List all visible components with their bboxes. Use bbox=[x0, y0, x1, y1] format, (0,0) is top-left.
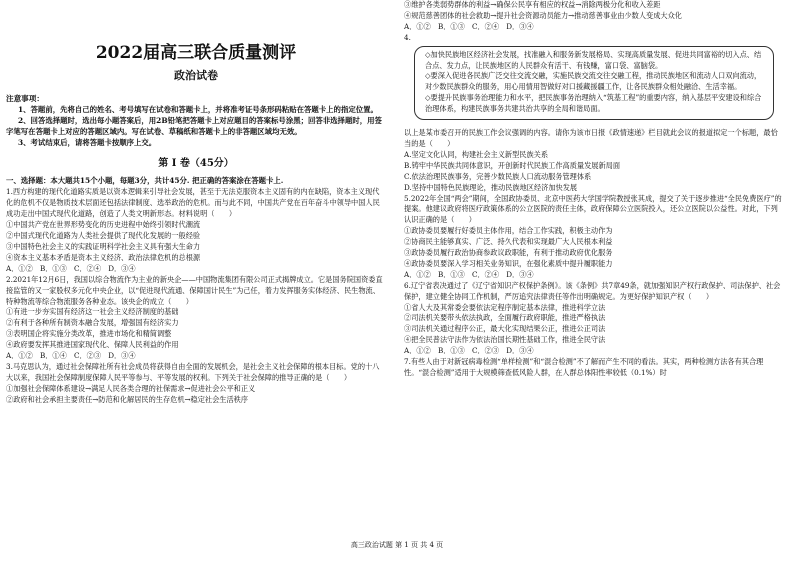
answer-options: A．①② B．①③ C．②④ D．③④ bbox=[404, 21, 534, 31]
section-title: 第 Ⅰ 卷（45分） bbox=[158, 157, 234, 169]
statement-item: ③政协委员履行政治协商参政议政职能，有利于推动政府优化服务 bbox=[404, 248, 613, 258]
statement-item: ④把全民普法守法作为依法治国长期性基础工作，推进全民守法 bbox=[404, 335, 606, 345]
note-item: 2、回答选择题时，选出每小题答案后，用2B铅笔把答题卡上对应题目的答案标号涂黑；回答非选择题时，用签字笔写在答题卡上对应的答题区域内。写在试卷、草稿纸和答题卡上的非答题区域均无效。 bbox=[6, 115, 382, 136]
statement-item: ①有进一步夯实国有经济这一社会主义经济制度的基础 bbox=[6, 307, 179, 317]
answer-options: A．①② B．①③ C．②③ D．③④ bbox=[404, 346, 534, 356]
question-1 bbox=[6, 187, 386, 274]
statement-item: ②协商民主能够真实、广泛、持久代表和实现最广大人民根本利益 bbox=[404, 237, 613, 247]
statement-item: ④资本主义基本矛盾是资本主义经济、政治法律危机的总根源 bbox=[6, 252, 201, 262]
question-text: 5.2022年全国“两会”期间，全国政协委员、北京中医药大学国学院教授张其成，提交了关于逐步推进“全民免费医疗”的提案。他建议政府将医疗政策体系的公立医院的责任主体，政府保障公立医院投入，还公立医院以公益性。对此，下列认识正确的是（ ） bbox=[404, 193, 782, 225]
statement-item: ①省人大及其常委会要依法定程序制定基本法律，推进科学立法 bbox=[404, 302, 606, 312]
question-text: 6.辽宁省表决通过了《辽宁省知识产权保护条例》。该《条例》共7章49条，就加强知识产权行政保护、司法保护、社会保护，建立健全协同工作机制，严厉追究法律责任等作出明确规定。为更好保护知识产权（ ） bbox=[404, 280, 781, 301]
question-2 bbox=[6, 275, 386, 362]
statement-item: ①加强社会保障体系建设→满足人民各类合理的社保需求→促进社会公平和正义 bbox=[6, 383, 256, 393]
notes-heading: 注意事项： bbox=[6, 94, 44, 103]
statement-item: ①中国共产党在世界形势变化的历史进程中始终引领时代潮流 bbox=[6, 220, 201, 230]
page-title: 2022届高三联合质量测评 bbox=[95, 43, 297, 63]
answer-option: A.坚定文化认同，构建社会主义新型民族关系 bbox=[404, 149, 549, 159]
page-footer: 高三政治试题 第 1 页 共 4 页 bbox=[350, 541, 444, 549]
material-box bbox=[414, 46, 774, 120]
statement-item: ③维护各类弱势群体的利益→确保公民享有相应的权益→消除两极分化和收入差距 bbox=[404, 0, 661, 9]
answer-options: A．①② B．①③ C．②④ D．③④ bbox=[6, 263, 136, 273]
question-number: 4. bbox=[404, 32, 411, 42]
question-7 bbox=[404, 357, 784, 379]
statement-item: ②司法机关要带头依法执政，全面履行政府职能，推进严格执法 bbox=[404, 313, 606, 323]
statement-item: ②中国式现代化道路为人类社会提供了现代化发展的一般经验 bbox=[6, 231, 201, 241]
statement-item: ④政协委员要深入学习相关业务知识，在强化素质中提升履职能力 bbox=[404, 258, 613, 268]
statement-item: ③中国特色社会主义的实践证明科学社会主义具有强大生命力 bbox=[6, 241, 201, 251]
statement-item: ③司法机关通过程序公正，最大化实现结果公正，推进公正司法 bbox=[404, 324, 606, 334]
answer-option: D.坚持中国特色民族理论，推动民族地区经济加快发展 bbox=[404, 182, 578, 192]
statement-item: ④政府要发挥其推进国家现代化、保障人民利益的作用 bbox=[6, 340, 179, 350]
answer-options: A．①② B．①③ C．②④ D．③④ bbox=[404, 269, 534, 279]
question-3-continued bbox=[404, 0, 784, 33]
question-text: 2.2021年12月6日，我国以综合物流作为主业的新央企——中国物流集团有限公司正式揭牌成立。它是国务院国资委直接监管的又一家股权多元化中央企业，以“促进现代流通、保障国计民生”为己任，着力发挥服务实体经济、民生物流、特种物流等综合物流服务各种业态。该央企的成立（ ） bbox=[6, 274, 383, 306]
right-column bbox=[404, 0, 784, 379]
question-text: 3.马克思认为，通过社会保障社所有社会成员将获得自由全面的发展机会，是社会主义社会保障的根本目标。党的十八大以来，我国社会保障制度保障人民平等参与、平等发展的权利。下列关于社会保障的推导正确的是（ ） bbox=[6, 361, 380, 382]
answer-option: B.铸牢中华民族共同体意识，开创新时代民族工作高质量发展新局面 bbox=[404, 160, 621, 170]
question-text: 7.有些人由于对新冠病毒检测“单样检测”和“混合检测”不了解而产生不同的看法。其实，两种检测方法各有其合理性。“混合检测”适用于大规模筛查低风险人群，在人群总体阳性率较低（0.1%）时 bbox=[404, 357, 764, 377]
statement-item: ④规范慈善团体的社会救助→提升社会资源动员能力→推动慈善事业由少数人变成大众化 bbox=[404, 10, 682, 20]
statement-item: ③表明国企将实施分类改革，推进市场化和精简调整 bbox=[6, 329, 172, 339]
question-6 bbox=[404, 281, 784, 357]
question-4 bbox=[404, 33, 784, 194]
question-5 bbox=[404, 194, 784, 281]
box-item: ◇要深入促进各民族广泛交往交流交融，实施民族交流交往交融工程，推动民族地区和流动人口双向流动，对少数民族群众的服务，用心用情用智做好对口援藏援疆工作，让各民族群众相处融洽、生活幸福。 bbox=[425, 71, 762, 92]
question-3 bbox=[6, 362, 386, 406]
note-item: 3、考试结束后，请将答题卡按顺序上交。 bbox=[18, 137, 157, 147]
answer-option: C.依法治理民族事务，完善少数民族人口流动服务管理体系 bbox=[404, 171, 592, 181]
left-column bbox=[6, 0, 386, 406]
note-item: 1、答题前，先将自己的姓名、考号填写在试卷和答题卡上，并将准考证号条形码粘贴在答题卡上的指定位置。 bbox=[18, 104, 378, 114]
page-subtitle: 政治试卷 bbox=[174, 69, 218, 82]
question-text: 以上是某市委召开的民族工作会议强调的内容。请你为该市日报《政情速递》栏目就此会议的报道拟定一个标题，最恰当的是（ ） bbox=[404, 128, 778, 148]
statement-item: ②政府和社会承担主要责任→防范和化解居民的生存危机→稳定社会生活秩序 bbox=[6, 394, 249, 404]
box-item: ◇加快民族地区经济社会发展，找准融入和服务新发展格局、实现高质量发展、促进共同富裕的切入点、结合点、发力点，让民族地区的人民群众有活干、有钱赚，富口袋、富脑袋。 bbox=[425, 49, 762, 70]
box-item: ◇要提升民族事务治理能力和水平，把民族事务治理纳入“筑基工程”的重要内容，纳入基层平安建设和综合治理体系，构建民族事务共建共治共享的全局和谐局面。 bbox=[425, 93, 762, 114]
section-instruction: 一、选择题：本大题共15个小题，每题3分，共计45分. 把正确的答案涂在答题卡上. bbox=[6, 175, 284, 185]
statement-item: ②有利于各种所有制资本融合发展，增强国有经济实力 bbox=[6, 318, 179, 328]
statement-item: ①政协委员要履行好委员主体作用，结合工作实践，积极主动作为 bbox=[404, 226, 613, 236]
question-text: 1.西方构建的现代化道路实质是以资本逻辑来引导社会发展，甚至于无法克服资本主义固有的内在缺陷，资本主义现代化的危机不仅是物质技术层面还包括法律制度、选举政治的危机。而与此不同，中国共产党在百年奋斗中领导中国人民成功走出中国式现代化道路，创造了人类文明新形态。材料说明（ ） bbox=[6, 187, 380, 219]
answer-options: A．①② B．①④ C．②③ D．③④ bbox=[6, 351, 136, 361]
